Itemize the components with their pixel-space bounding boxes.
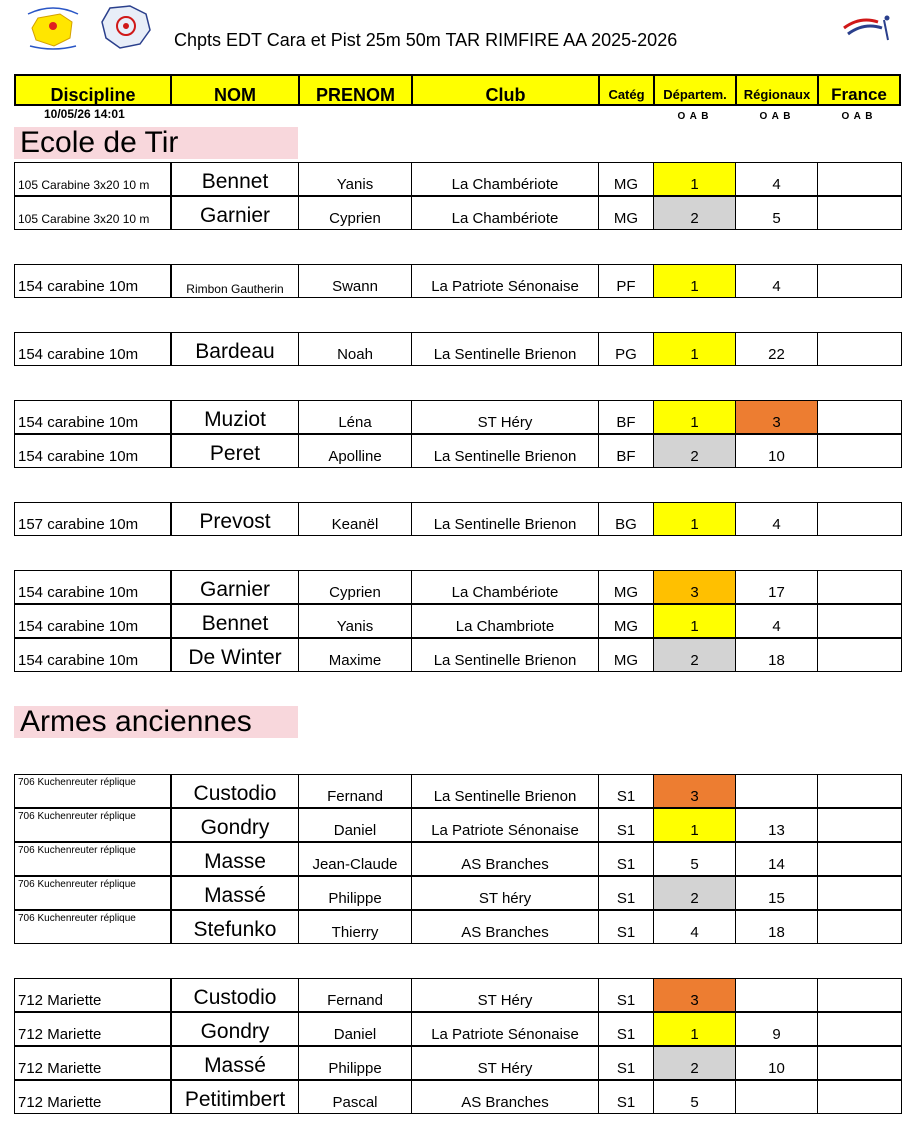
regionaux-cell: 5 [735,196,818,230]
club-cell: La Sentinelle Brienon [411,332,599,366]
table-row [14,1046,902,1080]
departemental-cell: 1 [653,502,736,536]
categ-cell: MG [598,196,654,230]
oab-regionaux: O A B [759,111,791,122]
france-cell [817,876,902,910]
discipline-cell: 712 Mariette [14,978,171,1012]
table-row [14,162,902,196]
club-cell: La Patriote Sénonaise [411,1012,599,1046]
header-regionaux: Régionaux [737,76,819,104]
club-cell: La Chambériote [411,570,599,604]
categ-cell: BG [598,502,654,536]
prenom-cell: Philippe [298,1046,412,1080]
table-row [14,570,902,604]
prenom-cell: Yanis [298,604,412,638]
nom-cell: Massé [171,1046,299,1080]
france-cell [817,842,902,876]
regionaux-cell: 10 [735,1046,818,1080]
regionaux-cell: 15 [735,876,818,910]
oab-departemental: O A B [677,111,709,122]
categ-cell: MG [598,162,654,196]
france-cell [817,332,902,366]
regionaux-cell: 4 [735,264,818,298]
table-row [14,978,902,1012]
club-cell: AS Branches [411,1080,599,1114]
prenom-cell: Léna [298,400,412,434]
france-cell [817,196,902,230]
nom-cell: Muziot [171,400,299,434]
departemental-cell: 4 [653,910,736,944]
departemental-cell: 3 [653,570,736,604]
nom-cell: Peret [171,434,299,468]
nom-cell: Gondry [171,1012,299,1046]
regionaux-cell: 4 [735,162,818,196]
timestamp: 10/05/26 14:01 [44,107,125,121]
discipline-cell: 706 Kuchenreuter réplique [14,842,171,876]
prenom-cell: Philippe [298,876,412,910]
table-row [14,264,902,298]
regionaux-cell: 14 [735,842,818,876]
section-title: Armes anciennes [14,706,298,738]
discipline-cell: 706 Kuchenreuter réplique [14,774,171,808]
france-cell [817,774,902,808]
france-cell [817,1012,902,1046]
nom-cell: Stefunko [171,910,299,944]
departemental-cell: 1 [653,604,736,638]
prenom-cell: Maxime [298,638,412,672]
france-cell [817,434,902,468]
discipline-cell: 712 Mariette [14,1046,171,1080]
discipline-cell: 154 carabine 10m [14,638,171,672]
nom-cell: Custodio [171,978,299,1012]
club-cell: AS Branches [411,842,599,876]
nom-cell: De Winter [171,638,299,672]
france-cell [817,162,902,196]
club-cell: La Sentinelle Brienon [411,502,599,536]
table-row [14,434,902,468]
nom-cell: Bardeau [171,332,299,366]
departemental-cell: 1 [653,332,736,366]
header-categ: Catég [600,76,655,104]
nom-cell: Masse [171,842,299,876]
france-cell [817,400,902,434]
france-cell [817,1046,902,1080]
prenom-cell: Keanël [298,502,412,536]
categ-cell: PG [598,332,654,366]
table-row [14,502,902,536]
categ-cell: S1 [598,978,654,1012]
header-club: Club [413,76,600,104]
departemental-cell: 1 [653,1012,736,1046]
club-cell: AS Branches [411,910,599,944]
departmental-committee-logo [20,4,86,50]
club-cell: La Sentinelle Brienon [411,774,599,808]
categ-cell: S1 [598,910,654,944]
france-cell [817,264,902,298]
departemental-cell: 1 [653,264,736,298]
header-nom: NOM [172,76,300,104]
prenom-cell: Fernand [298,774,412,808]
nom-cell: Bennet [171,162,299,196]
discipline-cell: 712 Mariette [14,1012,171,1046]
discipline-cell: 154 carabine 10m [14,332,171,366]
discipline-cell: 154 carabine 10m [14,604,171,638]
regionaux-cell: 9 [735,1012,818,1046]
discipline-cell: 105 Carabine 3x20 10 m [14,196,171,230]
regionaux-cell: 3 [735,400,818,434]
categ-cell: BF [598,434,654,468]
table-row [14,196,902,230]
discipline-cell: 154 carabine 10m [14,400,171,434]
departemental-cell: 5 [653,842,736,876]
table-row [14,1080,902,1114]
prenom-cell: Daniel [298,1012,412,1046]
categ-cell: S1 [598,1080,654,1114]
regionaux-cell: 17 [735,570,818,604]
table-row [14,1012,902,1046]
header-france: France [831,85,887,104]
nom-cell: Garnier [171,570,299,604]
categ-cell: MG [598,638,654,672]
nom-cell: Massé [171,876,299,910]
france-cell [817,604,902,638]
departemental-cell: 2 [653,638,736,672]
france-cell [817,808,902,842]
table-header [14,74,901,106]
france-cell [817,502,902,536]
prenom-cell: Fernand [298,978,412,1012]
france-cell [817,978,902,1012]
table-row [14,876,902,910]
nom-cell: Custodio [171,774,299,808]
prenom-cell: Pascal [298,1080,412,1114]
discipline-cell: 157 carabine 10m [14,502,171,536]
regionaux-cell [735,978,818,1012]
prenom-cell: Yanis [298,162,412,196]
france-cell [817,1080,902,1114]
nom-cell: Petitimbert [171,1080,299,1114]
departemental-cell: 2 [653,1046,736,1080]
table-row [14,638,902,672]
club-cell: ST Héry [411,1046,599,1080]
nom-cell: Gondry [171,808,299,842]
prenom-cell: Swann [298,264,412,298]
club-cell: ST Héry [411,978,599,1012]
regionaux-cell [735,1080,818,1114]
discipline-cell: 706 Kuchenreuter réplique [14,876,171,910]
club-cell: La Chambériote [411,162,599,196]
prenom-cell: Thierry [298,910,412,944]
regionaux-cell: 18 [735,910,818,944]
categ-cell: BF [598,400,654,434]
categ-cell: PF [598,264,654,298]
club-cell: La Chambériote [411,196,599,230]
club-cell: ST Héry [411,400,599,434]
departemental-cell: 2 [653,876,736,910]
france-cell [817,638,902,672]
table-row [14,808,902,842]
departemental-cell: 3 [653,774,736,808]
regionaux-cell: 10 [735,434,818,468]
league-logo [96,2,156,52]
prenom-cell: Cyprien [298,196,412,230]
categ-cell: S1 [598,1046,654,1080]
club-cell: La Chambriote [411,604,599,638]
discipline-cell: 154 carabine 10m [14,570,171,604]
france-cell [817,570,902,604]
header-discipline: Discipline [16,76,172,104]
departemental-cell: 3 [653,978,736,1012]
table-row [14,400,902,434]
nom-cell: Garnier [171,196,299,230]
departemental-cell: 1 [653,808,736,842]
club-cell: ST héry [411,876,599,910]
prenom-cell: Daniel [298,808,412,842]
regionaux-cell: 4 [735,604,818,638]
prenom-cell: Jean-Claude [298,842,412,876]
prenom-cell: Apolline [298,434,412,468]
club-cell: La Sentinelle Brienon [411,434,599,468]
categ-cell: MG [598,604,654,638]
nom-cell: Prevost [171,502,299,536]
departemental-cell: 5 [653,1080,736,1114]
categ-cell: S1 [598,1012,654,1046]
discipline-cell: 105 Carabine 3x20 10 m [14,162,171,196]
departemental-cell: 2 [653,434,736,468]
regionaux-cell [735,774,818,808]
club-cell: La Patriote Sénonaise [411,264,599,298]
discipline-cell: 154 carabine 10m [14,264,171,298]
table-row [14,604,902,638]
regionaux-cell: 22 [735,332,818,366]
section-title: Ecole de Tir [14,127,298,159]
regionaux-cell: 4 [735,502,818,536]
departemental-cell: 1 [653,400,736,434]
federation-logo [838,12,902,46]
categ-cell: S1 [598,876,654,910]
regionaux-cell: 18 [735,638,818,672]
departemental-cell: 1 [653,162,736,196]
discipline-cell: 154 carabine 10m [14,434,171,468]
prenom-cell: Cyprien [298,570,412,604]
discipline-cell: 706 Kuchenreuter réplique [14,910,171,944]
nom-cell: Bennet [171,604,299,638]
categ-cell: MG [598,570,654,604]
nom-cell: Rimbon Gautherin [171,264,299,298]
club-cell: La Patriote Sénonaise [411,808,599,842]
discipline-cell: 706 Kuchenreuter réplique [14,808,171,842]
discipline-cell: 712 Mariette [14,1080,171,1114]
categ-cell: S1 [598,808,654,842]
regionaux-cell: 13 [735,808,818,842]
table-row [14,774,902,808]
table-row [14,332,902,366]
prenom-cell: Noah [298,332,412,366]
oab-france: O A B [841,111,873,122]
header-departemental: Départem. [655,76,737,104]
club-cell: La Sentinelle Brienon [411,638,599,672]
france-cell [817,910,902,944]
categ-cell: S1 [598,774,654,808]
categ-cell: S1 [598,842,654,876]
departemental-cell: 2 [653,196,736,230]
table-row [14,910,902,944]
table-row [14,842,902,876]
header-prenom: PRENOM [300,76,413,104]
page-title: Chpts EDT Cara et Pist 25m 50m TAR RIMFIRE AA 2025-2026 [174,30,678,50]
